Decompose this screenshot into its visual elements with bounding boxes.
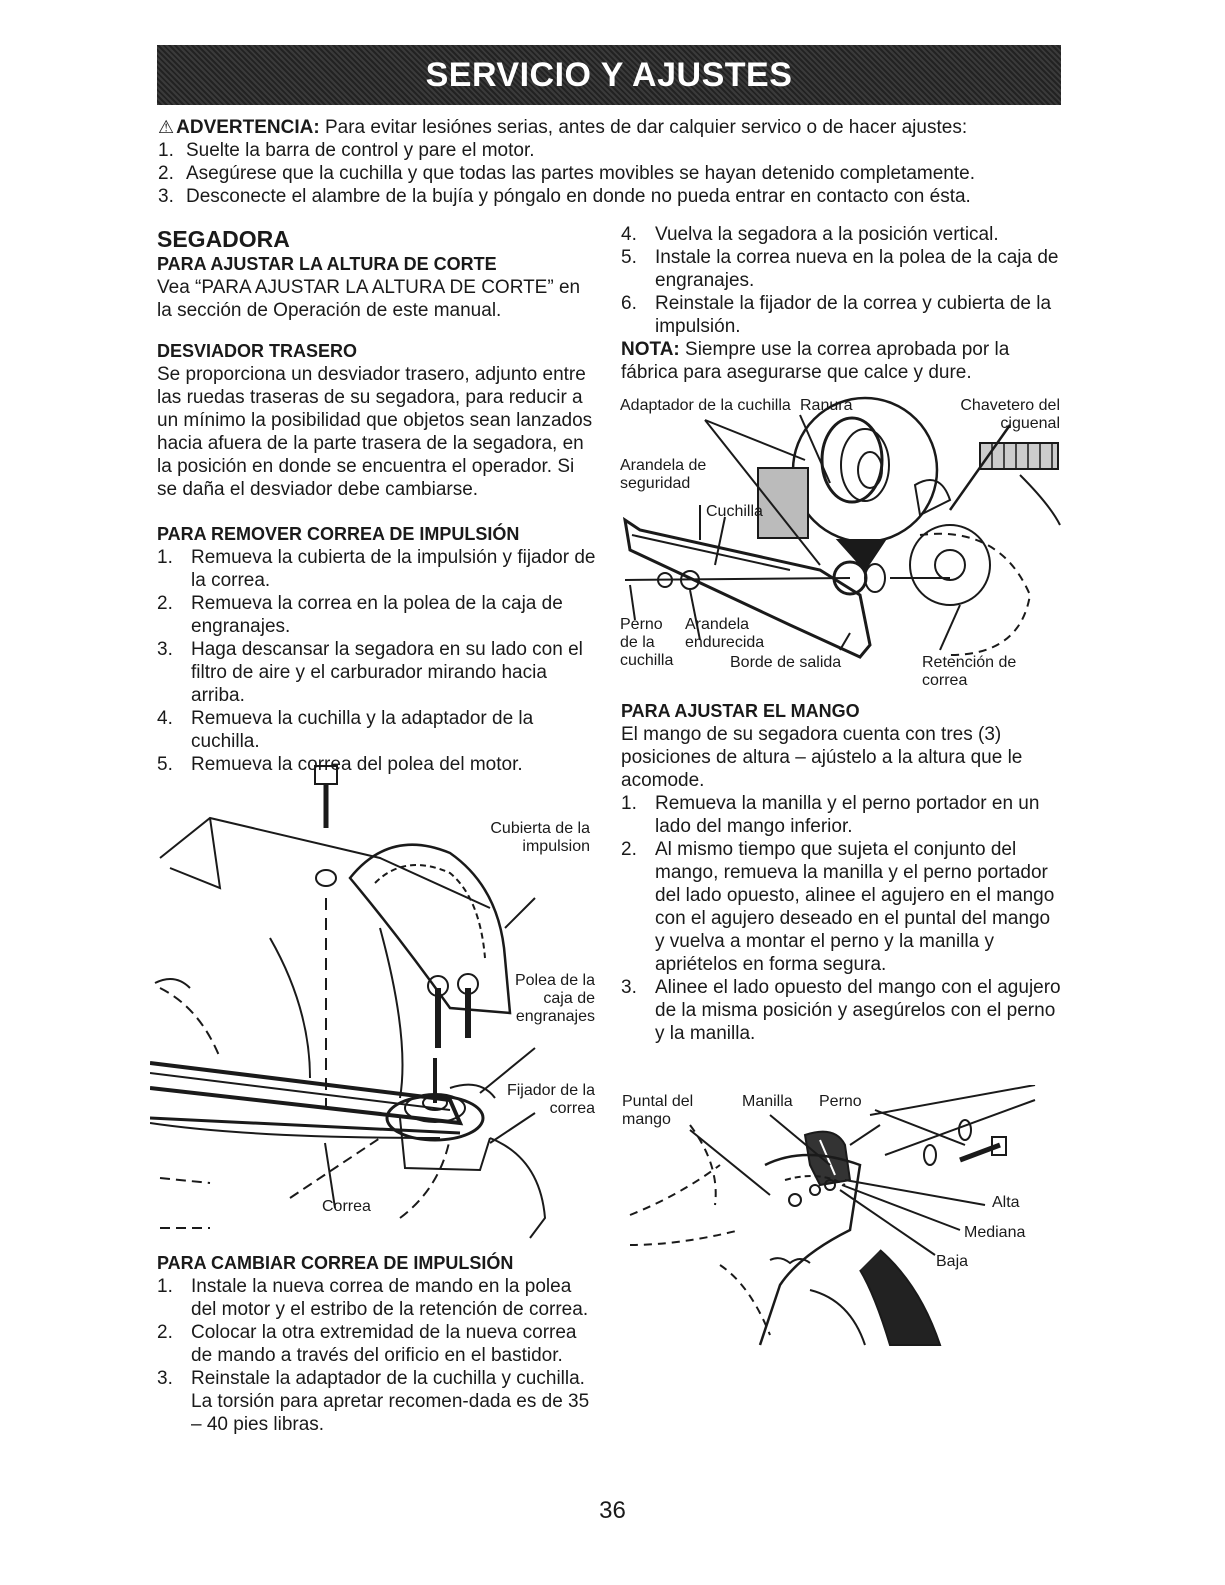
- list-item: 2. Asegúrese que la cuchilla y que todas las partes movibles se hayan detenido completamente.: [158, 163, 975, 184]
- section-banner: [157, 45, 1061, 105]
- label-fijador: Fijador de la correa: [506, 1082, 595, 1117]
- label-chavetero: Chavetero del ciguenal: [960, 397, 1060, 432]
- warning-heading: [158, 116, 1068, 139]
- paragraph-desviador: Se proporciona un desviador trasero, adjunto entre las ruedas traseras de su segadora, para reducir a un mínimo la posibilidad que objetos sean lanzados hacia afuera de la parte trasera de la segadora, en la posición en donde se encuentra el operador. Si se daña el desviador debe cambiarse.: [157, 364, 593, 500]
- right-column: [621, 223, 1061, 384]
- label-correa: Correa: [322, 1198, 371, 1215]
- mango-section: [621, 700, 1063, 1045]
- continued-steps: [621, 223, 1061, 338]
- warning-list: [158, 139, 1068, 208]
- heading-altura: PARA AJUSTAR LA ALTURA DE CORTE: [157, 254, 497, 274]
- heading-cambiar: PARA CAMBIAR CORREA DE IMPULSIÓN: [157, 1253, 514, 1273]
- label-perno: Perno: [819, 1093, 862, 1110]
- list-item: 1. Instale la nueva correa de mando en la polea del motor y el estribo de la retención de correa.: [157, 1276, 589, 1320]
- cambiar-steps: [157, 1275, 597, 1436]
- warning-text: Para evitar lesiónes serias, antes de dar calquier servico o de hacer ajustes:: [319, 117, 968, 138]
- label-mediana: Mediana: [964, 1224, 1026, 1241]
- list-item: 3. Haga descansar la segadora en su lado con el filtro de aire y el carburador mirando hacia arriba.: [157, 639, 583, 706]
- label-arandela-seguridad: Arandela de seguridad: [620, 457, 707, 492]
- cambiar-section: [157, 1252, 597, 1436]
- heading-desviador: DESVIADOR TRASERO: [157, 341, 358, 361]
- heading-remover: PARA REMOVER CORREA DE IMPULSIÓN: [157, 524, 520, 544]
- warning-triangle-icon: ⚠: [158, 117, 175, 137]
- list-item: 1. Remueva la cubierta de la impulsión y fijador de la correa.: [157, 547, 596, 591]
- label-puntal: Puntal del mango: [622, 1093, 694, 1128]
- list-item: 3. Reinstale la adaptador de la cuchilla y cuchilla. La torsión para apretar recomen-dada es de 35 – 40 pies libras.: [157, 1368, 590, 1435]
- list-item: 5. Instale la correa nueva en la polea de la caja de engranajes.: [621, 247, 1059, 291]
- label-alta: Alta: [992, 1194, 1020, 1211]
- label-manilla: Manilla: [742, 1093, 793, 1110]
- page-title: SERVICIO Y AJUSTES: [425, 55, 793, 94]
- list-item: 6. Reinstale la fijador de la correa y cubierta de la impulsión.: [621, 293, 1052, 337]
- left-column: [157, 228, 597, 776]
- label-adaptador: Adaptador de la cuchilla: [620, 397, 791, 414]
- note-label: NOTA:: [621, 339, 680, 360]
- heading-mango: PARA AJUSTAR EL MANGO: [621, 701, 860, 721]
- blade-assembly-illustration: [620, 395, 1065, 689]
- label-ranura: Ranura: [800, 397, 853, 414]
- label-borde: Borde de salida: [730, 654, 842, 671]
- paragraph-altura: Vea “PARA AJUSTAR LA ALTURA DE CORTE” en la sección de Operación de este manual.: [157, 277, 581, 321]
- label-polea: Polea de la caja de engranajes: [514, 972, 595, 1025]
- list-item: 5. Remueva la correa del polea del motor.: [157, 754, 523, 775]
- handle-adjustment-illustration: [620, 1085, 1065, 1350]
- list-item: 2. Colocar la otra extremidad de la nueva correa de mando a través del orificio en el bastidor.: [157, 1322, 577, 1366]
- label-cubierta: Cubierta de la impulsion: [490, 820, 590, 855]
- list-item: 4. Remueva la cuchilla y la adaptador de la cuchilla.: [157, 708, 534, 752]
- label-cuchilla: Cuchilla: [706, 503, 763, 520]
- label-retencion: Retención de correa: [922, 654, 1017, 689]
- list-item: 1. Remueva la manilla y el perno portador en un lado del mango inferior.: [621, 793, 1040, 837]
- label-baja: Baja: [936, 1253, 969, 1270]
- list-item: 3. Desconecte el alambre de la bujía y póngalo en donde no pueda entrar en contacto con ésta.: [158, 186, 971, 207]
- warning-title: ADVERTENCIA:: [176, 117, 320, 138]
- label-perno-cuchilla: Perno de la cuchilla: [620, 616, 674, 669]
- note-paragraph: [621, 338, 1061, 384]
- list-item: 2. Remueva la correa en la polea de la caja de engranajes.: [157, 593, 563, 637]
- page-number: 36: [599, 1497, 626, 1524]
- list-item: 4. Vuelva la segadora a la posición vertical.: [621, 224, 999, 245]
- label-arandela-endurecida: Arandela endurecida: [685, 616, 765, 651]
- remover-steps: [157, 546, 597, 776]
- list-item: 1. Suelte la barra de control y pare el motor.: [158, 140, 535, 161]
- section-title-segadora: SEGADORA: [157, 226, 290, 252]
- warning-block: [158, 116, 1068, 208]
- mango-steps: [621, 792, 1063, 1045]
- list-item: 3. Alinee el lado opuesto del mango con el agujero de la misma posición y asegúrelos con el perno y la manilla.: [621, 977, 1061, 1044]
- belt-drive-illustration: [150, 758, 600, 1248]
- list-item: 2. Al mismo tiempo que sujeta el conjunto del mango, remueva la manilla y el perno portador del lado opuesto, alinee el agujero en el mango con el agujero deseado en el puntal del mango y vuelva a montar el perno y la manilla y apriételos en forma segura.: [621, 839, 1055, 975]
- note-text: Siempre use la correa aprobada por la fábrica para asegurarse que calce y dure.: [621, 339, 1010, 383]
- paragraph-mango: El mango de su segadora cuenta con tres (3) posiciones de altura – ajústelo a la altura que le acomode.: [621, 724, 1023, 791]
